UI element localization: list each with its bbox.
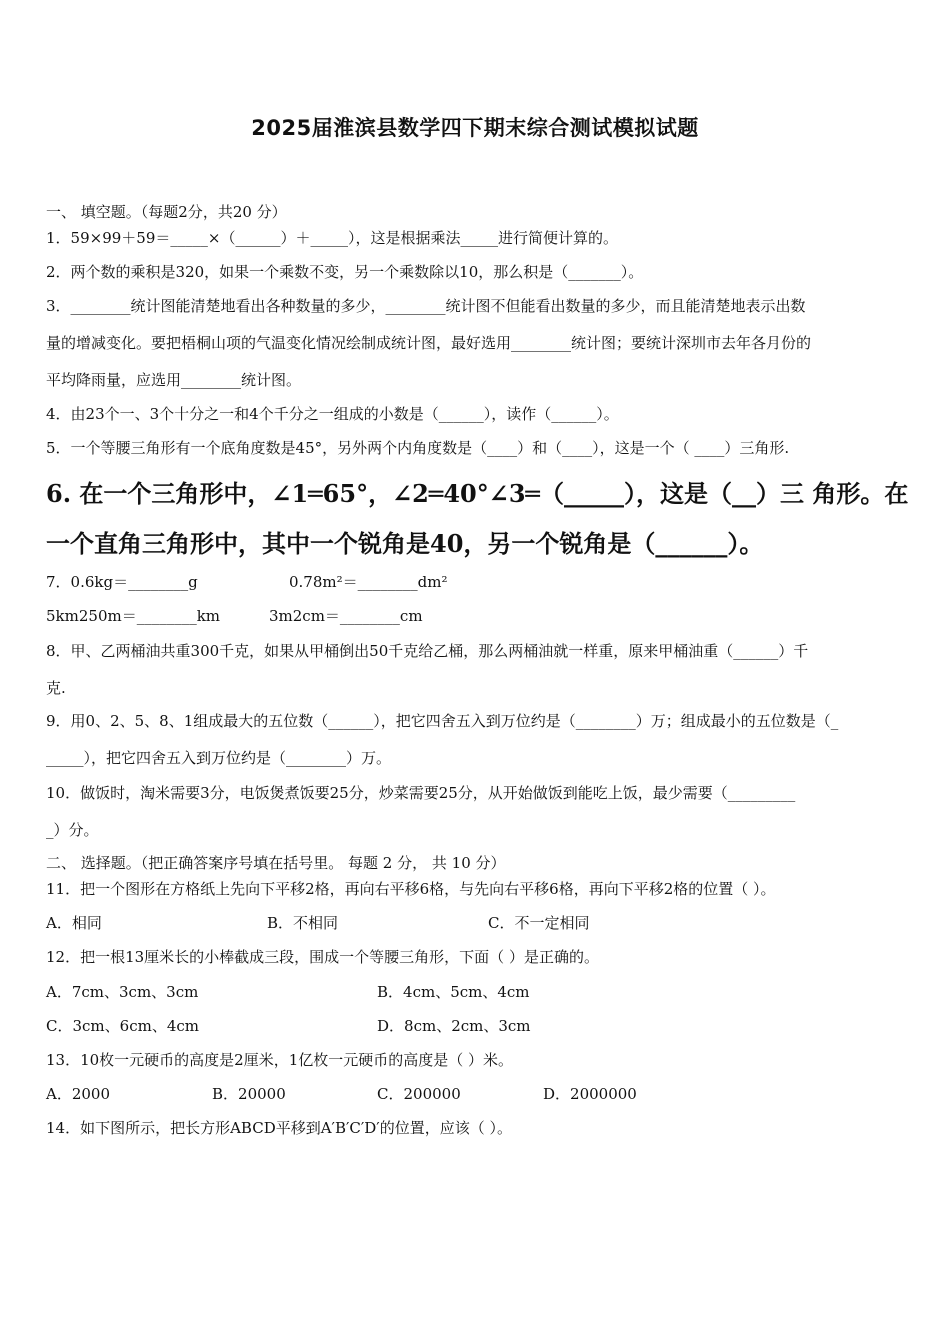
question-7-b: 0.78m²＝________dm² [289,573,448,591]
section-2-heading: 二、 选择题。（把正确答案序号填在括号里。 每题 2 分， 共 10 分） [46,854,506,872]
question-7-a: 7．0.6kg＝________g [46,573,198,591]
question-9-line-1: 9．用0、2、5、8、1组成最大的五位数（______），把它四舍五入到万位约是（________）万；组成最小的五位数是（_ [46,712,839,730]
question-10-line-2: _）分。 [46,821,99,839]
question-11-option-c: C．不一定相同 [488,914,590,932]
question-12: 12．把一根13厘米长的小棒截成三段，围成一个等腰三角形，下面（ ）是正确的。 [46,948,599,966]
question-3-line-2: 量的增减变化。要把梧桐山项的气温变化情况绘制成统计图，最好选用________统计图；要统计深圳市去年各月份的 [46,334,812,352]
question-11-option-b: B．不相同 [267,914,339,932]
question-4: 4．由23个一、3个十分之一和4个千分之一组成的小数是（______），读作（______）。 [46,405,619,423]
question-3-line-1: 3．________统计图能清楚地看出各种数量的多少，________统计图不但能看出数量的多少，而且能清楚地表示出数 [46,297,806,315]
question-12-option-b: B．4cm、5cm、4cm [377,983,530,1001]
question-12-option-c: C．3cm、6cm、4cm [46,1017,199,1035]
question-6-line-1: 6. 在一个三角形中，∠1═65°，∠2═40°∠3═（_____），这是（__）三 角形。在 [46,479,909,508]
question-13-option-c: C．200000 [377,1085,461,1103]
question-6-line-2: 一个直角三角形中，其中一个锐角是40，另一个锐角是（______）。 [46,529,764,558]
question-11-option-a: A．相同 [46,914,102,932]
question-7-d: 3m2cm＝________cm [269,607,423,625]
question-7-c: 5km250m＝________km [46,607,221,625]
section-1-heading: 一、 填空题。（每题2分，共20 分） [46,203,287,221]
page-title: 2025届淮滨县数学四下期末综合测试模拟试题 [251,116,699,140]
question-14: 14．如下图所示，把长方形ABCD平移到A′B′C′D′的位置，应该（ ）。 [46,1119,512,1137]
question-12-option-d: D．8cm、2cm、3cm [377,1017,531,1035]
question-3-line-3: 平均降雨量，应选用________统计图。 [46,371,302,389]
question-8-line-2: 克. [46,679,66,697]
question-5: 5．一个等腰三角形有一个底角度数是45°，另外两个内角度数是（____）和（____），这是一个（ ____）三角形. [46,439,790,457]
question-10-line-1: 10．做饭时，淘米需要3分，电饭煲煮饭要25分，炒菜需要25分，从开始做饭到能吃上饭，最少需要（_________ [46,784,796,802]
question-9-line-2: _____），把它四舍五入到万位约是（________）万。 [46,749,392,767]
question-1: 1．59×99＋59＝_____×（______）＋_____），这是根据乘法_____进行简便计算的。 [46,229,618,247]
question-13: 13．10枚一元硬币的高度是2厘米，1亿枚一元硬币的高度是（ ）米。 [46,1051,514,1069]
question-13-option-b: B．20000 [212,1085,286,1103]
question-11: 11．把一个图形在方格纸上先向下平移2格，再向右平移6格，与先向右平移6格，再向下平移2格的位置（ ）。 [46,880,776,898]
question-2: 2．两个数的乘积是320，如果一个乘数不变，另一个乘数除以10，那么积是（_______）。 [46,263,644,281]
question-13-option-a: A．2000 [46,1085,111,1103]
question-8-line-1: 8．甲、乙两桶油共重300千克，如果从甲桶倒出50千克给乙桶，那么两桶油就一样重，原来甲桶油重（______）千 [46,642,809,660]
question-12-option-a: A．7cm、3cm、3cm [46,983,199,1001]
question-13-option-d: D．2000000 [543,1085,637,1103]
